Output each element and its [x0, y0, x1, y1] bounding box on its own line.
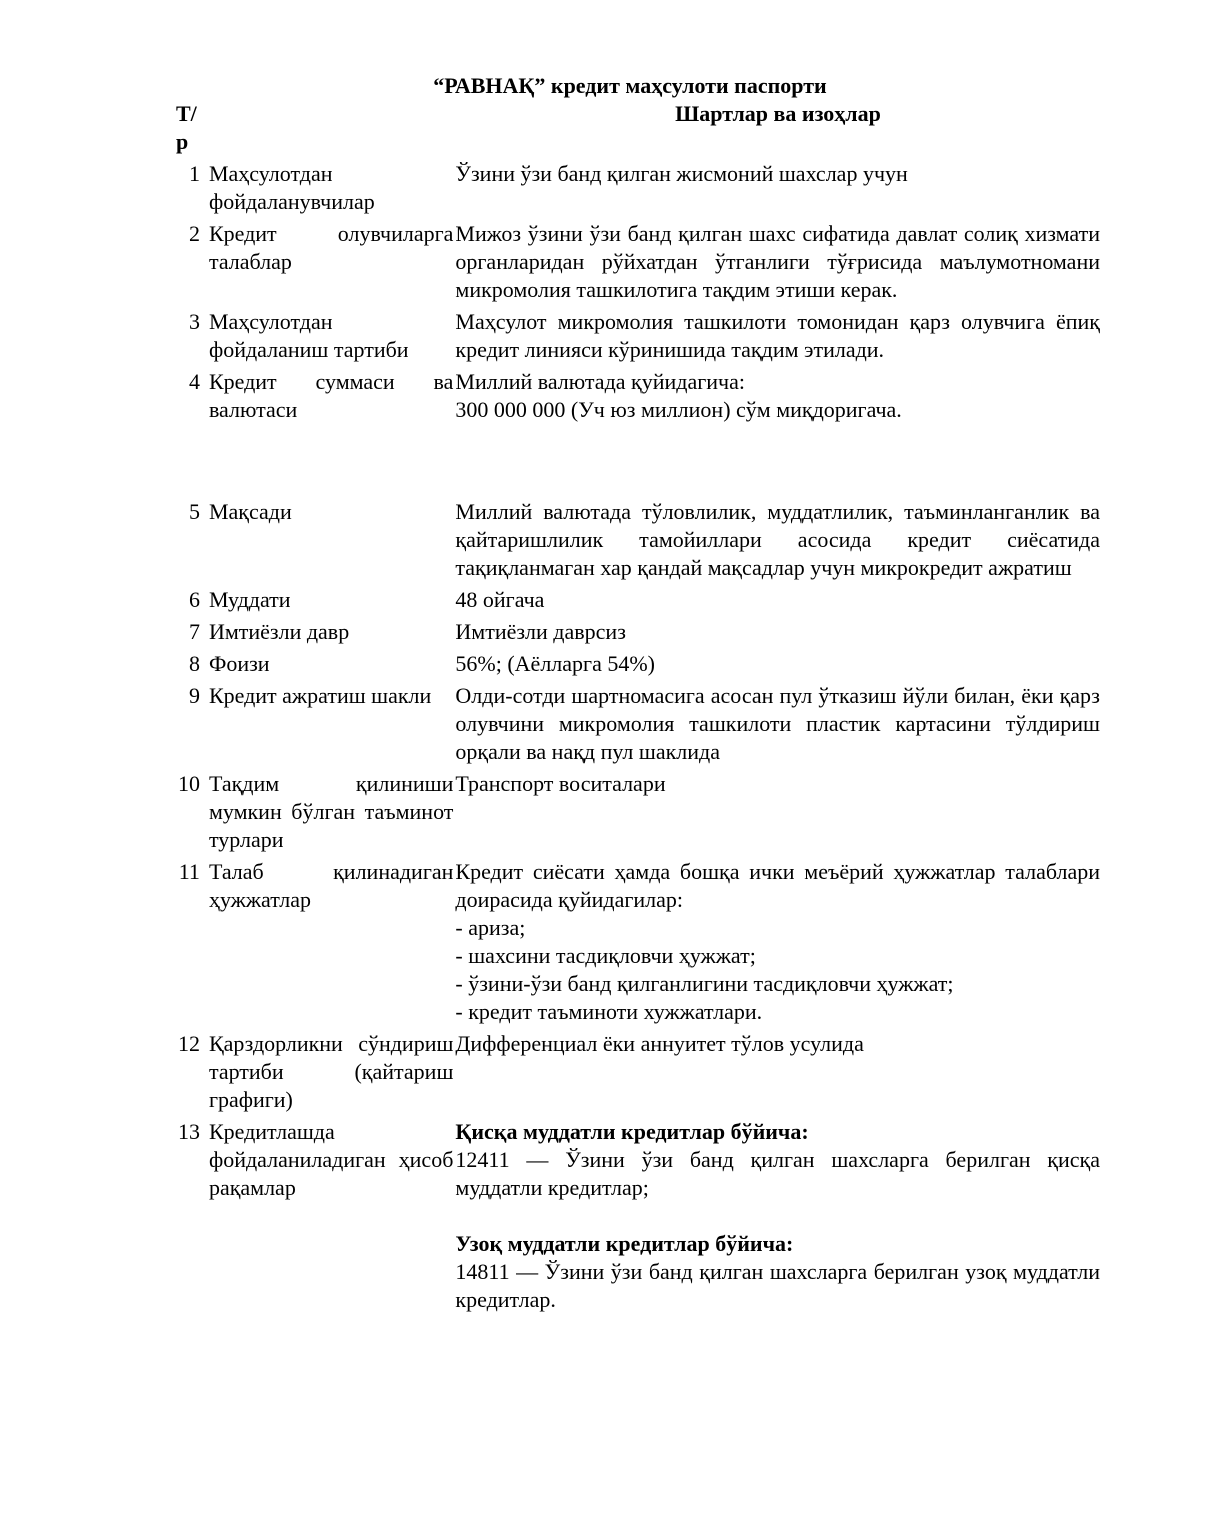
table-row: [170, 308, 1100, 364]
table-row: [170, 770, 1100, 854]
list-item: - ўзини-ўзи банд қилганлигини тасдиқловчи ҳужжат;: [455, 971, 954, 996]
row-number: 7: [188, 619, 200, 644]
row-value: Миллий валютада тўловлилик, муддатлилик, таъминланганлик ва қайтаришлилик тамойиллари асосида кредит сиёсатида тақиқланмаган хар қандай мақсадлар учун микрокредит ажратиш: [455, 499, 1100, 580]
value-intro: Кредит сиёсати ҳамда бошқа ички меъёрий ҳужжатлар талаблари доирасида қуйидагилар:: [455, 859, 1100, 912]
table-row: [170, 160, 1100, 216]
row-value: Дифференциал ёки аннуитет тўлов усулида: [455, 1031, 864, 1056]
table-row: [170, 1118, 1100, 1314]
row-number: 10: [177, 771, 200, 796]
row-number: 12: [177, 1031, 200, 1056]
table-row: [170, 650, 1100, 678]
row-number: 8: [188, 651, 200, 676]
header-number: Т/р: [176, 101, 197, 154]
table-row: [170, 1030, 1100, 1114]
table-row: [170, 368, 1100, 494]
row-value: Мижоз ўзини ўзи банд қилган шахс сифатида давлат солиқ хизмати органларидан рўйхатдан ўтганлиги тўғрисида маълумотномани микромолия ташкилотига тақдим этиши керак.: [455, 221, 1100, 302]
long-term-text: 14811 — Ўзини ўзи банд қилган шахсларга берилган узоқ муддатли кредитлар.: [455, 1259, 1100, 1312]
short-term-heading: Қисқа муддатли кредитлар бўйича:: [455, 1119, 809, 1144]
spacer: [455, 1202, 1100, 1230]
value-line: 300 000 000 (Уч юз миллион) сўм миқдоригача.: [455, 397, 902, 422]
row-label: Фоизи: [208, 651, 270, 676]
row-number: 4: [188, 369, 200, 394]
table-row: [170, 498, 1100, 582]
conditions-table: [170, 160, 1100, 1318]
row-number: 3: [188, 309, 200, 334]
row-value: Маҳсулот микромолия ташкилоти томонидан қарз олувчига ёпиқ кредит линияси кўринишида тақдим этилади.: [455, 309, 1100, 362]
list-item: - шахсини тасдиқловчи ҳужжат;: [455, 943, 756, 968]
row-number: 5: [188, 499, 200, 524]
row-label: Кредит олувчиларга талаблар: [208, 221, 454, 274]
table-row: [170, 220, 1100, 304]
table-row: [170, 618, 1100, 646]
value-line: Миллий валютада қуйидагича:: [455, 369, 745, 394]
table-row: [170, 586, 1100, 614]
list-item: - кредит таъминоти хужжатлари.: [455, 999, 763, 1024]
table-row: [170, 682, 1100, 766]
row-value: [453, 1118, 1100, 1314]
header-conditions: Шартлар ва изоҳлар: [675, 101, 881, 126]
table-header: [176, 100, 1100, 160]
row-number: 9: [188, 683, 200, 708]
row-value: 48 ойгача: [455, 587, 545, 612]
row-value: 56%; (Аёлларга 54%): [455, 651, 655, 676]
row-number: 6: [188, 587, 200, 612]
row-value: Олди-сотди шартномасига асосан пул ўтказиш йўли билан, ёки қарз олувчини микромолия ташкилоти пластик картасини тўлдириш орқали ва нақд пул шаклида: [455, 683, 1100, 764]
row-label: Тақдим қилиниши мумкин бўлган таъминот турлари: [208, 771, 454, 852]
row-number: 13: [177, 1119, 200, 1144]
list-item: - ариза;: [455, 915, 526, 940]
row-label: Кредит суммаси ва валютаси: [208, 369, 454, 422]
row-label: Маҳсулотдан фойдаланиш тартиби: [208, 309, 409, 362]
row-value: Ўзини ўзи банд қилган жисмоний шахслар учун: [455, 161, 908, 186]
row-label: Кредитлашда фойдаланиладиган ҳисоб рақамлар: [208, 1119, 454, 1200]
row-label: Мақсади: [208, 499, 292, 524]
row-value: [453, 368, 1100, 494]
row-number: 2: [188, 221, 200, 246]
row-label: Талаб қилинадиган ҳужжатлар: [208, 859, 454, 912]
document-title: “РАВНАҚ” кредит маҳсулоти паспорти: [433, 73, 827, 98]
row-label: Маҳсулотдан фойдаланувчилар: [208, 161, 375, 214]
row-number: 11: [178, 859, 200, 884]
row-label: Қарздорликни сўндириш тартиби (қайтариш графиги): [208, 1031, 454, 1112]
table-row: [170, 858, 1100, 1026]
row-label: Муддати: [208, 587, 291, 612]
row-value: Транспорт воситалари: [455, 771, 666, 796]
short-term-text: 12411 — Ўзини ўзи банд қилган шахсларга берилган қисқа муддатли кредитлар;: [455, 1147, 1100, 1200]
row-label: Кредит ажратиш шакли: [208, 683, 432, 708]
long-term-heading: Узоқ муддатли кредитлар бўйича:: [455, 1231, 794, 1256]
row-label: Имтиёзли давр: [208, 619, 350, 644]
row-value: Имтиёзли даврсиз: [455, 619, 626, 644]
row-value: [453, 858, 1100, 1026]
row-number: 1: [188, 161, 200, 186]
